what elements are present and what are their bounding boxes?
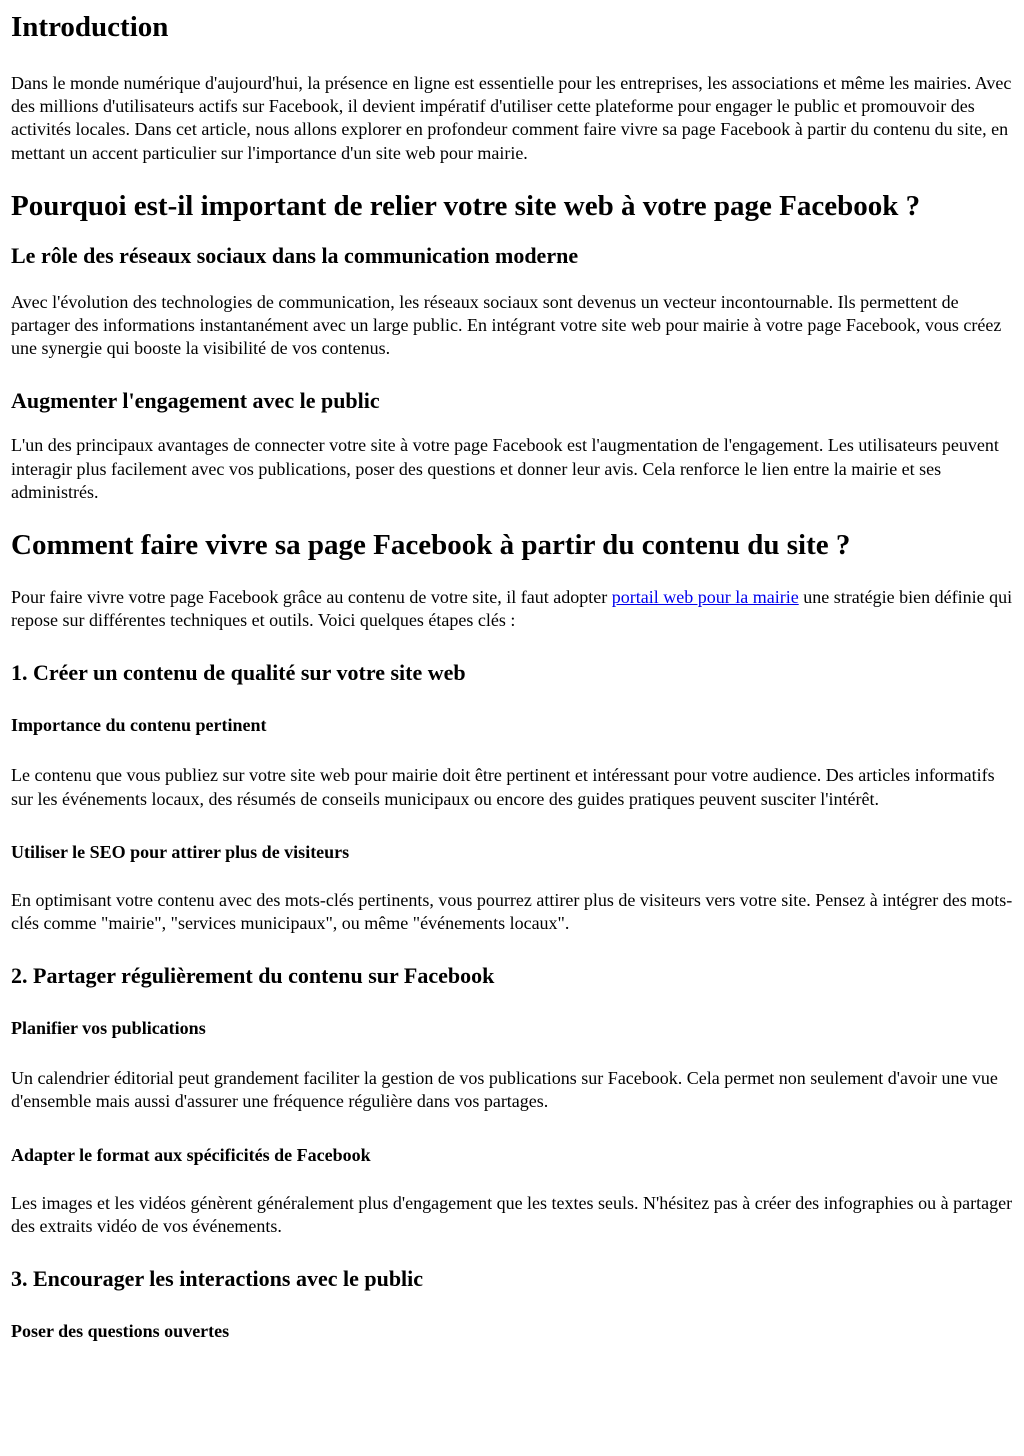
relevance-heading: Importance du contenu pertinent	[11, 715, 267, 736]
step3-heading: 3. Encourager les interactions avec le public	[11, 1266, 424, 1292]
role-heading: Le rôle des réseaux sociaux dans la communication moderne	[11, 242, 579, 268]
seo-heading: Utiliser le SEO pour attirer plus de visiteurs	[11, 841, 350, 862]
seo-paragraph: En optimisant votre contenu avec des mots-clés pertinents, vous pourrez attirer plus de visiteurs vers votre site. Pensez à intégrer des mots-clés comme "mairie", "services municipaux", ou même "événements locaux".	[11, 889, 1013, 934]
engagement-heading: Augmenter l'engagement avec le public	[11, 388, 380, 414]
portail-web-link[interactable]: portail web pour la mairie	[611, 587, 799, 608]
relevance-paragraph: Le contenu que vous publiez sur votre site web pour mairie doit être pertinent et intéressant pour votre audience. Des articles informatifs sur les événements locaux, des résumés de conseils municipaux ou encore des guides pratiques peuvent susciter l'intérêt.	[11, 765, 995, 809]
step1-heading: 1. Créer un contenu de qualité sur votre site web	[11, 660, 466, 686]
how-paragraph	[11, 586, 1013, 632]
intro-paragraph: Dans le monde numérique d'aujourd'hui, la présence en ligne est essentielle pour les entreprises, les associations et même les mairies. Avec des millions d'utilisateurs actifs sur Facebook, il devient impératif d'utiliser cette plateforme pour engager le public et promouvoir des activités locales. Dans cet article, nous allons explorer en profondeur comment faire vivre sa page Facebook à partir du contenu du site, en mettant un accent particulier sur l'importance d'un site web pour mairie.	[11, 73, 1012, 163]
engagement-paragraph: L'un des principaux avantages de connecter votre site à votre page Facebook est l'augmentation de l'engagement. Les utilisateurs peuvent interagir plus facilement avec vos publications, poser des questions et donner leur avis. Cela renforce le lien entre la mairie et ses administrés.	[11, 435, 999, 502]
questions-heading: Poser des questions ouvertes	[11, 1321, 230, 1342]
why-heading: Pourquoi est-il important de relier votre site web à votre page Facebook ?	[11, 189, 921, 222]
step2-heading: 2. Partager régulièrement du contenu sur Facebook	[11, 963, 495, 989]
article	[0, 10, 1024, 1342]
plan-paragraph: Un calendrier éditorial peut grandement faciliter la gestion de vos publications sur Facebook. Cela permet non seulement d'avoir une vue d'ensemble mais aussi d'assurer une fréquence régulière dans vos partages.	[11, 1068, 998, 1112]
how-heading: Comment faire vivre sa page Facebook à partir du contenu du site ?	[11, 529, 851, 562]
role-paragraph: Avec l'évolution des technologies de communication, les réseaux sociaux sont devenus un vecteur incontournable. Ils permettent de partager des informations instantanément avec un large public. En intégrant votre site web pour mairie à votre page Facebook, vous créez une synergie qui booste la visibilité de vos contenus.	[11, 291, 1002, 359]
plan-heading: Planifier vos publications	[11, 1018, 206, 1039]
how-text-after-link: une stratégie bien définie qui repose sur différentes techniques et outils. Voici quelques étapes clés :	[11, 587, 1013, 631]
format-heading: Adapter le format aux spécificités de Facebook	[11, 1144, 371, 1165]
intro-heading: Introduction	[11, 11, 169, 43]
how-text-before-link: Pour faire vivre votre page Facebook grâce au contenu de votre site, il faut adopter	[11, 587, 612, 608]
format-paragraph: Les images et les vidéos génèrent généralement plus d'engagement que les textes seuls. N'hésitez pas à créer des infographies ou à partager des extraits vidéo de vos événements.	[11, 1192, 1013, 1236]
